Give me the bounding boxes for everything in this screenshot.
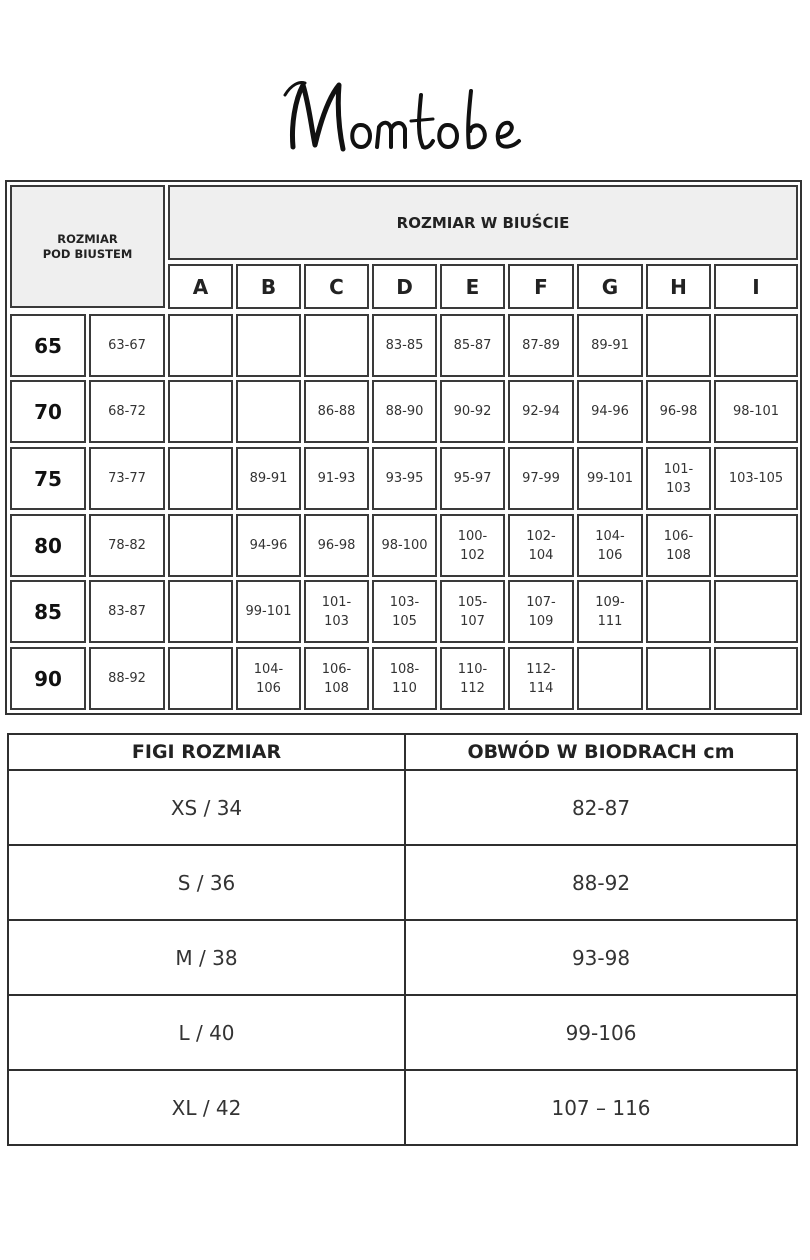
bust-range-cell: 83-85 [372, 314, 437, 377]
hip-range-cell: 107 – 116 [405, 1070, 797, 1145]
table-row [8, 770, 797, 845]
bust-range-cell: 99-101 [577, 447, 643, 510]
bust-range-cell: 105- 107 [440, 580, 505, 643]
bust-range-cell [168, 314, 233, 377]
cup-label: D [372, 264, 437, 309]
bust-range-cell: 112- 114 [508, 647, 574, 710]
bust-range-cell [714, 647, 798, 710]
band-size-cell: 85 [10, 580, 86, 643]
bust-range-cell [236, 380, 301, 443]
bust-range-cell [714, 314, 798, 377]
bust-range-cell: 101- 103 [646, 447, 711, 510]
bust-range-cell: 87-89 [508, 314, 574, 377]
bust-range-cell: 99-101 [236, 580, 301, 643]
band-size-cell: 80 [10, 514, 86, 577]
bust-range-cell: 92-94 [508, 380, 574, 443]
bust-range-cell: 94-96 [236, 514, 301, 577]
table-row [8, 1070, 797, 1145]
cup-label: F [508, 264, 574, 309]
briefs-size-header: FIGI ROZMIAR [8, 734, 405, 770]
briefs-size-table [7, 733, 798, 1146]
hip-range-cell: 88-92 [405, 845, 797, 920]
bust-range-cell: 104- 106 [577, 514, 643, 577]
bust-range-cell: 109- 111 [577, 580, 643, 643]
bust-range-cell [646, 314, 711, 377]
bust-range-cell [168, 580, 233, 643]
table-row [8, 920, 797, 995]
bust-range-cell: 93-95 [372, 447, 437, 510]
band-size-cell: 65 [10, 314, 86, 377]
bust-range-cell: 104- 106 [236, 647, 301, 710]
underbust-range-cell: 78-82 [89, 514, 165, 577]
table-row [8, 845, 797, 920]
bust-range-cell: 86-88 [304, 380, 369, 443]
band-size-cell: 70 [10, 380, 86, 443]
briefs-size-cell: XS / 34 [8, 770, 405, 845]
bust-range-cell [168, 447, 233, 510]
bra-size-table [5, 180, 802, 715]
bust-range-cell [714, 580, 798, 643]
bust-range-cell: 106- 108 [304, 647, 369, 710]
bust-range-cell [168, 380, 233, 443]
underbust-range-cell: 88-92 [89, 647, 165, 710]
bust-range-cell: 85-87 [440, 314, 505, 377]
briefs-header-row [8, 734, 797, 770]
bust-range-cell [577, 647, 643, 710]
hip-range-cell: 82-87 [405, 770, 797, 845]
bust-range-cell: 94-96 [577, 380, 643, 443]
cup-label: E [440, 264, 505, 309]
bust-range-cell: 107- 109 [508, 580, 574, 643]
underbust-range-cell: 68-72 [89, 380, 165, 443]
cup-label: G [577, 264, 643, 309]
bust-range-cell [236, 314, 301, 377]
cup-label: I [714, 264, 798, 309]
bust-range-cell: 101- 103 [304, 580, 369, 643]
briefs-size-cell: L / 40 [8, 995, 405, 1070]
bust-range-cell [304, 314, 369, 377]
briefs-size-cell: S / 36 [8, 845, 405, 920]
cup-label: A [168, 264, 233, 309]
bust-range-cell [168, 514, 233, 577]
bust-range-cell: 97-99 [508, 447, 574, 510]
bust-range-cell: 96-98 [304, 514, 369, 577]
brand-logo [265, 55, 545, 165]
bust-range-cell: 90-92 [440, 380, 505, 443]
bust-range-cell: 96-98 [646, 380, 711, 443]
bust-range-cell: 102- 104 [508, 514, 574, 577]
bust-range-cell: 89-91 [236, 447, 301, 510]
hip-range-cell: 99-106 [405, 995, 797, 1070]
bust-range-cell: 108- 110 [372, 647, 437, 710]
bust-range-cell: 103-105 [714, 447, 798, 510]
hip-range-cell: 93-98 [405, 920, 797, 995]
hip-circumference-header: OBWÓD W BIODRACH cm [405, 734, 797, 770]
bust-range-cell: 106- 108 [646, 514, 711, 577]
underbust-header: ROZMIAR POD BIUSTEM [10, 185, 165, 308]
bust-range-cell: 100- 102 [440, 514, 505, 577]
cup-label: C [304, 264, 369, 309]
bust-range-cell: 110- 112 [440, 647, 505, 710]
underbust-range-cell: 83-87 [89, 580, 165, 643]
cup-label: B [236, 264, 301, 309]
bust-range-cell [646, 647, 711, 710]
bust-range-cell: 98-101 [714, 380, 798, 443]
briefs-size-cell: M / 38 [8, 920, 405, 995]
bust-range-cell [646, 580, 711, 643]
bust-range-cell [168, 647, 233, 710]
cup-size-header: ROZMIAR W BIUŚCIE [168, 185, 798, 260]
bust-range-cell: 91-93 [304, 447, 369, 510]
cup-label: H [646, 264, 711, 309]
bust-range-cell [714, 514, 798, 577]
bust-range-cell: 98-100 [372, 514, 437, 577]
briefs-size-cell: XL / 42 [8, 1070, 405, 1145]
bust-range-cell: 89-91 [577, 314, 643, 377]
bust-range-cell: 103- 105 [372, 580, 437, 643]
underbust-range-cell: 63-67 [89, 314, 165, 377]
band-size-cell: 75 [10, 447, 86, 510]
underbust-range-cell: 73-77 [89, 447, 165, 510]
bust-range-cell: 88-90 [372, 380, 437, 443]
bust-range-cell: 95-97 [440, 447, 505, 510]
momtobe-script-logo [265, 55, 545, 165]
table-row [8, 995, 797, 1070]
band-size-cell: 90 [10, 647, 86, 710]
